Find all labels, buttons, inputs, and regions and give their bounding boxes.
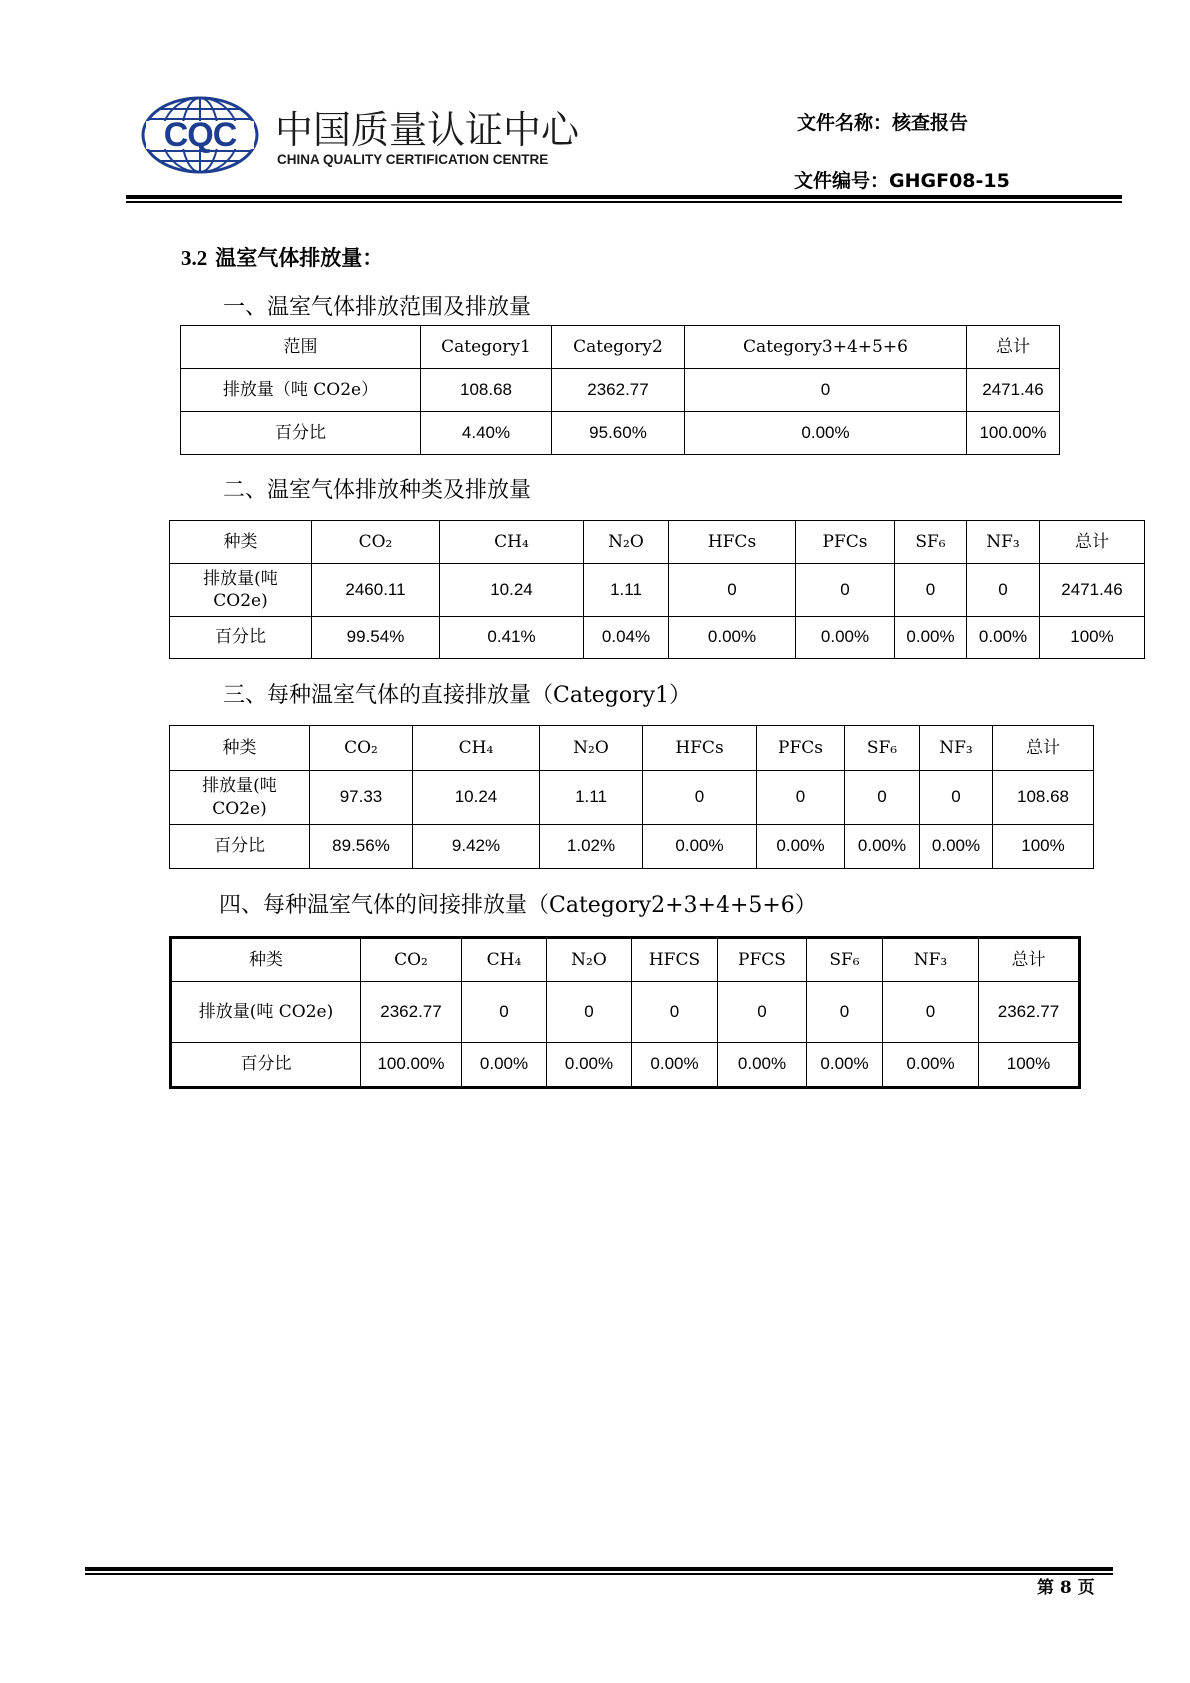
cell-text: 0 (925, 579, 936, 599)
table-cell (685, 369, 967, 412)
table-header-row (170, 521, 1145, 564)
cell-text: 100% (1006, 1054, 1051, 1074)
table-cell (462, 982, 547, 1043)
emission-scope-table (180, 325, 1060, 455)
cell-text: 0.00% (564, 1054, 614, 1074)
cell-text: 108.68 (1017, 787, 1069, 807)
table-cell (421, 412, 552, 455)
logo-lettering: CQC (163, 116, 237, 154)
cell-text: HFCs (675, 737, 724, 758)
cell-text: Category3+4+5+6 (743, 336, 908, 357)
cell-text: SF₆ (829, 949, 860, 970)
table-cell (584, 617, 669, 659)
table-cell (643, 825, 757, 869)
cell-text: 2362.77 (997, 1001, 1060, 1021)
cell-text: 0 (951, 787, 961, 807)
cell-text: 89.56% (332, 836, 390, 856)
cell-text: 总计 (996, 336, 1030, 357)
column-header (540, 726, 643, 771)
column-header (421, 326, 552, 369)
table-cell (718, 1043, 807, 1088)
table-cell (685, 412, 967, 455)
table-cell (1040, 564, 1145, 617)
column-header (1040, 521, 1145, 564)
table-cell (807, 1043, 883, 1088)
cell-text: SF₆ (866, 737, 898, 758)
table-caption: 一、温室气体排放范围及排放量 (223, 295, 532, 320)
table-caption: 二、温室气体排放种类及排放量 (223, 478, 532, 503)
cell-text: 0.00% (820, 1054, 869, 1074)
row-label (171, 982, 361, 1043)
column-header (796, 521, 895, 564)
table-row (170, 617, 1145, 659)
table-row (170, 771, 1094, 825)
section-heading: 温室气体排放量： (215, 245, 384, 270)
column-header (979, 938, 1080, 982)
table-cell (1040, 617, 1145, 659)
column-header (632, 938, 718, 982)
table-cell (547, 982, 632, 1043)
cell-text: Category2 (573, 336, 663, 357)
document-name: 文件名称：核查报告 (797, 112, 969, 134)
cell-text: 0 (669, 1001, 680, 1021)
header-rule-thick (126, 195, 1122, 199)
table-cell (540, 771, 643, 825)
cell-text: Category1 (441, 336, 531, 357)
table-cell (421, 369, 552, 412)
row-label (171, 1043, 361, 1088)
cell-text: 1.11 (575, 787, 607, 807)
row-label (170, 564, 312, 617)
cell-text: 0.00% (707, 627, 757, 647)
column-header (643, 726, 757, 771)
cell-text: CH₄ (458, 737, 494, 758)
cell-text: 108.68 (460, 379, 512, 399)
column-header (883, 938, 979, 982)
cell-text: 2362.77 (587, 379, 649, 399)
cell-text: 100% (1021, 836, 1065, 856)
cell-text: 0.00% (906, 627, 955, 647)
cell-text: CH₄ (486, 949, 522, 970)
cell-text: CH₄ (494, 531, 529, 552)
cell-text: 0.00% (978, 627, 1028, 647)
table-cell (312, 617, 440, 659)
table-cell (540, 825, 643, 869)
cell-text: CO₂ (344, 737, 378, 758)
column-header (170, 726, 310, 771)
row-label (170, 825, 310, 869)
table-cell (895, 617, 967, 659)
table-cell (757, 825, 845, 869)
table-cell (361, 982, 462, 1043)
table-cell (967, 564, 1040, 617)
table-header-row (171, 938, 1080, 982)
document-number: 文件编号：GHGF08-15 (794, 170, 1010, 192)
cell-text: 1.11 (610, 579, 642, 599)
table-cell (584, 564, 669, 617)
cell-text: 100.00% (377, 1054, 445, 1074)
cell-text: CO₂ (358, 531, 393, 552)
table-cell (310, 825, 413, 869)
cell-text: 种类 (223, 531, 258, 552)
table-cell (967, 369, 1060, 412)
cell-text: 2471.46 (982, 379, 1044, 399)
table-row (171, 982, 1080, 1043)
column-header (584, 521, 669, 564)
cell-text: 百分比 (275, 422, 326, 443)
table-cell (312, 564, 440, 617)
table-cell (967, 412, 1060, 455)
column-header (462, 938, 547, 982)
table-cell (757, 771, 845, 825)
cell-text: 0.00% (650, 1054, 699, 1074)
table-row (170, 825, 1094, 869)
cell-text: 0 (820, 379, 831, 399)
column-header (920, 726, 993, 771)
table-cell (993, 825, 1094, 869)
cell-text: 0.00% (776, 836, 825, 856)
cell-text: HFCS (648, 949, 701, 970)
cell-text: PFCS (738, 949, 786, 970)
cell-text: NF₃ (939, 737, 973, 758)
column-header (181, 326, 421, 369)
table-cell (993, 771, 1094, 825)
cell-text: 0.00% (801, 422, 850, 442)
table-cell (547, 1043, 632, 1088)
cell-text: 10.24 (490, 579, 533, 599)
cell-text: 0.41% (487, 627, 536, 647)
cell-text: 0 (877, 787, 887, 807)
row-label (181, 369, 421, 412)
cell-text: 0 (840, 579, 850, 599)
cell-text: CO₂ (394, 949, 428, 970)
column-header (440, 521, 584, 564)
direct-emission-table (169, 725, 1094, 869)
org-name-cn: 中国质量认证中心 (275, 108, 580, 152)
cell-text: 9.42% (451, 836, 501, 856)
cell-text: 种类 (222, 737, 257, 758)
cell-text: 97.33 (339, 787, 383, 807)
cell-text: 0 (757, 1001, 767, 1021)
table-row (181, 369, 1060, 412)
table-row (170, 564, 1145, 617)
column-header (845, 726, 920, 771)
table-cell (462, 1043, 547, 1088)
column-header (312, 521, 440, 564)
row-label (181, 412, 421, 455)
table-cell (883, 982, 979, 1043)
cell-text: 0.00% (906, 1054, 955, 1074)
column-header (685, 326, 967, 369)
cell-text: 总计 (1011, 949, 1046, 970)
page-number: 第 8 页 (1037, 1578, 1095, 1598)
cell-text: 2362.77 (380, 1001, 442, 1021)
cell-text: 99.54% (346, 627, 405, 647)
cell-text: 100.00% (979, 422, 1047, 442)
table-cell (895, 564, 967, 617)
column-header (718, 938, 807, 982)
table-cell (669, 564, 796, 617)
footer-rule-thick (85, 1567, 1113, 1571)
cell-text: 1.02% (566, 836, 616, 856)
cell-text: NF₃ (913, 949, 948, 970)
column-header (547, 938, 632, 982)
org-name-en: CHINA QUALITY CERTIFICATION CENTRE (277, 152, 549, 167)
table-header-row (170, 726, 1094, 771)
cell-text: N₂O (608, 531, 644, 552)
cell-text: 0.04% (601, 627, 651, 647)
cell-text: 百分比 (214, 836, 265, 857)
cell-text: N₂O (573, 737, 609, 758)
cell-text: 排放量(吨 CO2e) (198, 1001, 334, 1022)
cell-text: 排放量（吨 CO2e） (222, 379, 379, 400)
cell-text: 0.00% (857, 836, 907, 856)
table-cell (413, 825, 540, 869)
table-cell (796, 564, 895, 617)
column-header (757, 726, 845, 771)
column-header (807, 938, 883, 982)
row-label (170, 617, 312, 659)
column-header (170, 521, 312, 564)
cell-text: PFCs (822, 531, 868, 552)
table-header-row (181, 326, 1060, 369)
cell-text: 0 (694, 787, 705, 807)
cell-text: 0.00% (931, 836, 981, 856)
column-header (895, 521, 967, 564)
table-cell (967, 617, 1040, 659)
cell-text: 0.00% (479, 1054, 529, 1074)
table-cell (669, 617, 796, 659)
table-cell (979, 1043, 1080, 1088)
cell-text: 10.24 (454, 787, 498, 807)
table-row (181, 412, 1060, 455)
table-row (171, 1043, 1080, 1088)
table-cell (440, 564, 584, 617)
header-rule-thin (126, 201, 1122, 203)
table-cell (920, 771, 993, 825)
cell-text: SF₆ (915, 531, 946, 552)
table-cell (718, 982, 807, 1043)
row-label (170, 771, 310, 825)
column-header (669, 521, 796, 564)
cell-text: 0 (499, 1001, 509, 1021)
column-header (171, 938, 361, 982)
table-caption: 三、每种温室气体的直接排放量（Category1） (223, 683, 692, 708)
cell-text: 0 (925, 1001, 936, 1021)
table-cell (440, 617, 584, 659)
cell-text: 0 (727, 579, 737, 599)
cell-text: 4.40% (461, 422, 511, 442)
cell-text: 总计 (1026, 737, 1060, 758)
cell-text: 0 (839, 1001, 850, 1021)
table-cell (796, 617, 895, 659)
cell-text: 百分比 (240, 1054, 292, 1075)
table-cell (413, 771, 540, 825)
cell-text: HFCs (707, 531, 757, 552)
indirect-emission-table (169, 936, 1081, 1089)
cell-text: 种类 (249, 949, 283, 970)
table-cell (979, 982, 1080, 1043)
cell-text: N₂O (571, 949, 607, 970)
cell-text: 百分比 (215, 627, 266, 648)
cell-text: 0.00% (820, 627, 870, 647)
cell-text: 2471.46 (1061, 579, 1123, 599)
cell-text: 范围 (283, 336, 318, 357)
column-header (413, 726, 540, 771)
cell-text: 0.00% (675, 836, 724, 856)
cell-text: 95.60% (589, 422, 647, 442)
section-title (181, 245, 383, 271)
cell-text: 总计 (1075, 531, 1109, 552)
cell-text: PFCs (778, 737, 823, 758)
emission-gas-type-table (169, 520, 1145, 659)
table-cell (552, 412, 685, 455)
cell-text: 2460.11 (345, 579, 406, 599)
footer-rule-thin (85, 1573, 1113, 1575)
table-cell (807, 982, 883, 1043)
cell-text: 0 (795, 787, 806, 807)
cell-text: 排放量(吨 CO2e) (203, 568, 278, 611)
table-cell (883, 1043, 979, 1088)
cqc-logo (140, 95, 260, 175)
column-header (361, 938, 462, 982)
table-cell (310, 771, 413, 825)
cell-text: 100% (1070, 627, 1114, 647)
table-cell (845, 825, 920, 869)
cell-text: 0 (584, 1001, 594, 1021)
column-header (310, 726, 413, 771)
table-cell (632, 1043, 718, 1088)
cell-text: NF₃ (986, 531, 1020, 552)
table-cell (361, 1043, 462, 1088)
column-header (967, 326, 1060, 369)
table-cell (632, 982, 718, 1043)
table-cell (552, 369, 685, 412)
cell-text: 0.00% (737, 1054, 787, 1074)
cell-text: 排放量(吨 CO2e) (202, 776, 277, 819)
column-header (967, 521, 1040, 564)
section-number: 3.2 (181, 246, 208, 270)
table-cell (643, 771, 757, 825)
table-cell (920, 825, 993, 869)
cell-text: 0 (998, 579, 1008, 599)
table-cell (845, 771, 920, 825)
table-caption: 四、每种温室气体的间接排放量（Category2+3+4+5+6） (219, 893, 817, 918)
column-header (552, 326, 685, 369)
column-header (993, 726, 1094, 771)
